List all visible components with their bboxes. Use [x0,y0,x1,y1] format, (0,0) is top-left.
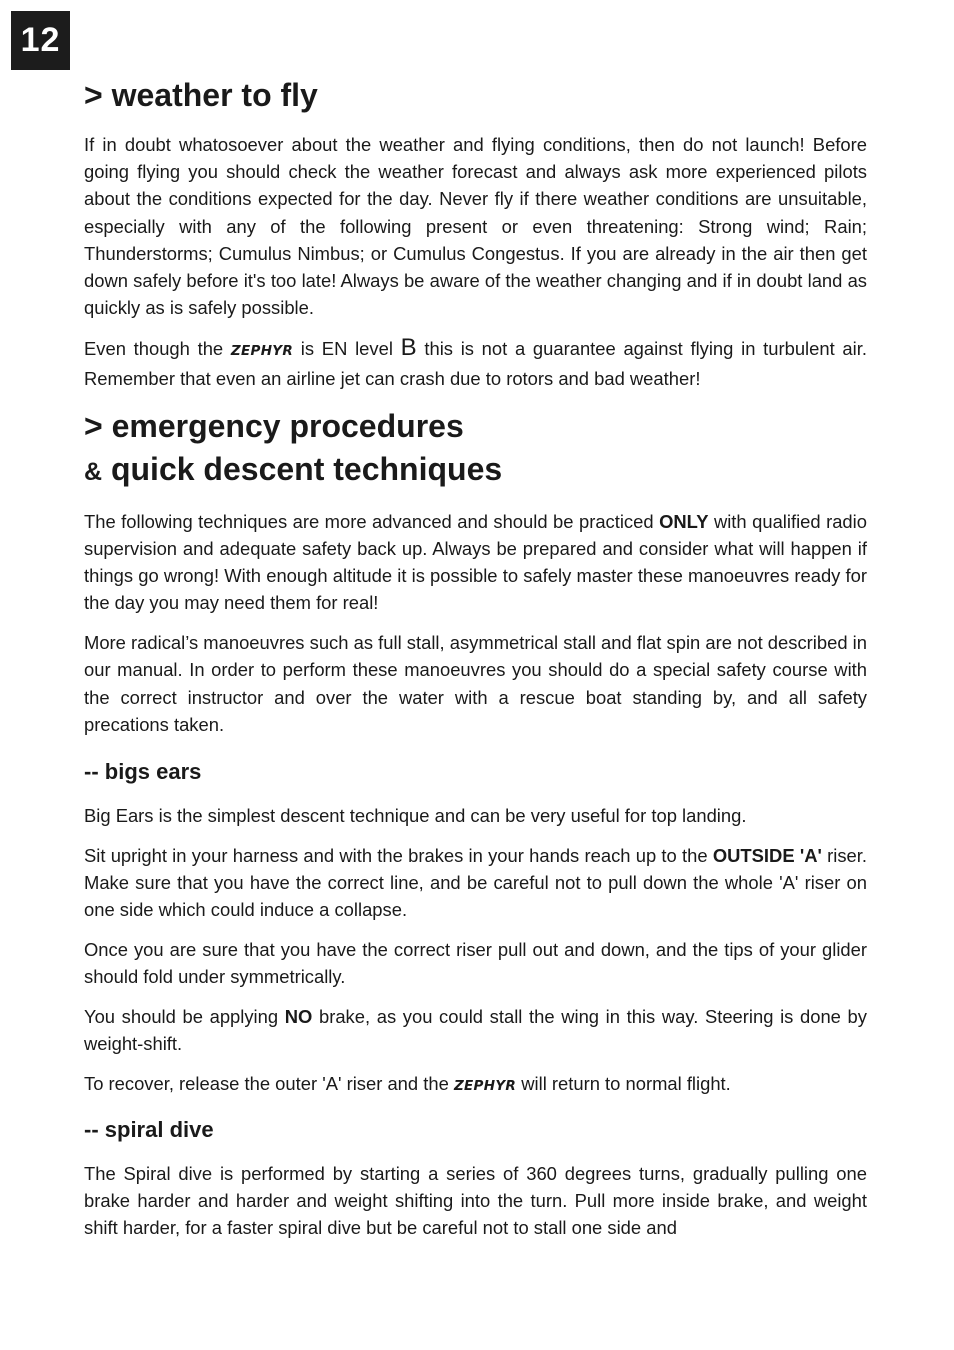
emergency-paragraph-1 [84,508,867,617]
spiral-dive-paragraph-1: The Spiral dive is performed by starting a series of 360 degrees turns, gradually pulling one brake harder and harder and weight shifting into the turn. Pull more inside brake, and weight shift harder, for a faster spiral dive but be careful not to stall one side and [84,1162,867,1239]
bigs-ears-paragraph-1: Big Ears is the simplest descent technique and can be very useful for top landing. [84,804,747,826]
bigs-ears-paragraph-3: Once you are sure that you have the correct riser pull out and down, and the tips of your glider should fold under symmetrically. [84,938,867,987]
weather-paragraph-2 [84,334,867,392]
bigs-p4-rest: brake, as you could stall the wing in this way. Steering is done by weight-shift. [84,1005,867,1054]
bigs-ears-paragraph-2 [84,842,867,924]
bigs-ears-heading: -- bigs ears [84,758,202,784]
emergency-p1-bold: ONLY [659,510,709,532]
page-number: 12 [11,11,70,70]
bigs-p2-text: Sit upright in your harness and with the brakes in your hands reach up to the [84,844,708,866]
emergency-heading-line1: > emergency procedures [84,407,464,444]
en-grade: B [400,333,417,361]
bigs-p2-bold: OUTSIDE 'A' [712,844,822,866]
weather-p2-rest: this is not a guarantee against flying in turbulent air. Remember that even an airline jet can crash due to rotors and bad weather! [84,337,867,390]
bigs-ears-paragraph-5 [84,1070,867,1100]
zephyr-logo: ZEPHYR [230,342,294,359]
en-label: EN [321,337,348,359]
zephyr-logo: ZEPHYR [453,1077,517,1094]
bigs-p5-text: To recover, release the outer 'A' riser and the [84,1072,449,1094]
bigs-p5-rest: will return to normal flight. [521,1072,731,1094]
emergency-p1-rest: with qualified radio supervision and adequate safety back up. Always be prepared and consider what will happen if things go wrong! With enough altitude it is possible to safely master these manoeuvres ready for the day you may need them for real! [84,510,867,614]
emergency-heading-amp: & [84,457,103,486]
spiral-dive-heading: -- spiral dive [84,1116,214,1142]
page-content [84,74,867,1254]
emergency-heading-line2: quick descent techniques [110,450,503,487]
weather-p2-is: is [300,337,315,359]
bigs-ears-paragraph-4 [84,1003,867,1057]
weather-p2-text: Even though the [84,337,224,359]
bigs-p2-rest: riser. Make sure that you have the correct line, and be careful not to pull down the whole 'A' riser on one side which could induce a collapse. [84,844,867,921]
weather-p2-level: level [355,337,393,359]
weather-heading: > weather to fly [84,77,318,113]
weather-paragraph-1: If in doubt whatosoever about the weather and flying conditions, then do not launch! Before going flying you should check the weather forecast and always ask more experienced pilots about the conditions expected for the day. Never fly if there weather conditions are unsuitable, especially with any of the following present or even threatening: Strong wind; Rain; Thunderstorms; Cumulus Nimbus; or Cumulus Congestus. If you are already in the air then get down safely before it's too late! Always be aware of the weather changing and if in doubt land as quickly as is safely possible. [84,134,867,319]
emergency-heading [84,405,867,494]
emergency-paragraph-2: More radical’s manoeuvres such as full stall, asymmetrical stall and flat spin are not described in our manual. In order to perform these manoeuvres you should do a special safety course with the correct instructor and over the water with a rescue boat standing by, and all safety precations taken. [84,632,867,735]
bigs-p4-text: You should be applying [84,1005,279,1027]
bigs-p4-bold: NO [284,1005,313,1027]
emergency-p1-text: The following techniques are more advanced and should be practiced [84,510,654,532]
